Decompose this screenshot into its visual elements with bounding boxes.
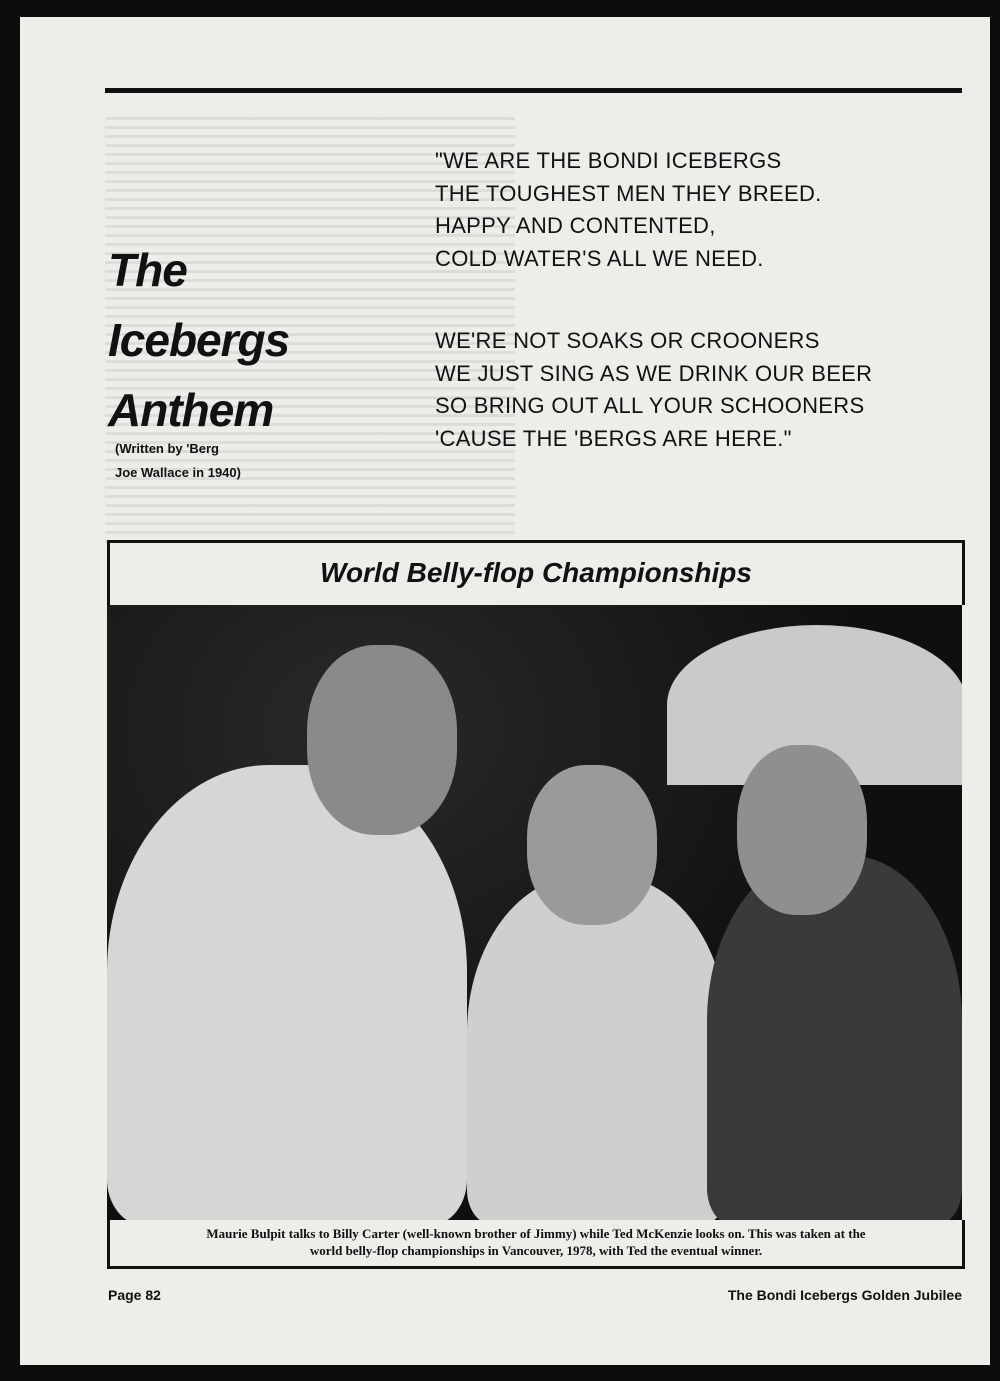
caption-line: Maurie Bulpit talks to Billy Carter (well-known brother of Jimmy) while Ted McKenzie looks on. This was taken at the bbox=[206, 1226, 866, 1241]
page-number: Page 82 bbox=[108, 1287, 161, 1303]
title-line: Icebergs bbox=[108, 314, 290, 366]
credit-line: Joe Wallace in 1940) bbox=[115, 465, 241, 480]
lyric-line: SO BRING OUT ALL YOUR SCHOONERS bbox=[435, 393, 865, 418]
lyric-line: THE TOUGHEST MEN THEY BREED. bbox=[435, 180, 822, 206]
caption-line: world belly-flop championships in Vancouver, 1978, with Ted the eventual winner. bbox=[309, 1243, 763, 1258]
feature-heading: World Belly-flop Championships bbox=[320, 557, 752, 588]
lyric-line: COLD WATER'S ALL WE NEED. bbox=[435, 245, 764, 271]
lyric-line: "WE ARE THE BONDI ICEBERGS bbox=[435, 148, 782, 173]
top-rule bbox=[105, 88, 962, 93]
publication-title: The Bondi Icebergs Golden Jubilee bbox=[727, 1287, 962, 1303]
lyric-line: HAPPY AND CONTENTED, bbox=[435, 213, 716, 238]
anthem-lyrics bbox=[435, 145, 872, 455]
lyric-line: WE'RE NOT SOAKS OR CROONERS bbox=[435, 328, 820, 353]
feature-photo bbox=[107, 605, 962, 1220]
author-credit bbox=[115, 437, 241, 485]
photo-caption-box bbox=[107, 1220, 965, 1269]
anthem-title bbox=[108, 235, 289, 445]
title-line: Anthem bbox=[108, 384, 274, 436]
lyric-line: WE JUST SING AS WE DRINK OUR BEER bbox=[435, 360, 873, 386]
credit-line: (Written by 'Berg bbox=[115, 441, 219, 456]
photo-caption bbox=[110, 1225, 962, 1259]
title-line: The bbox=[108, 244, 187, 296]
feature-heading-box bbox=[107, 540, 965, 605]
lyric-line: 'CAUSE THE 'BERGS ARE HERE." bbox=[435, 425, 792, 451]
document-page bbox=[20, 17, 990, 1365]
